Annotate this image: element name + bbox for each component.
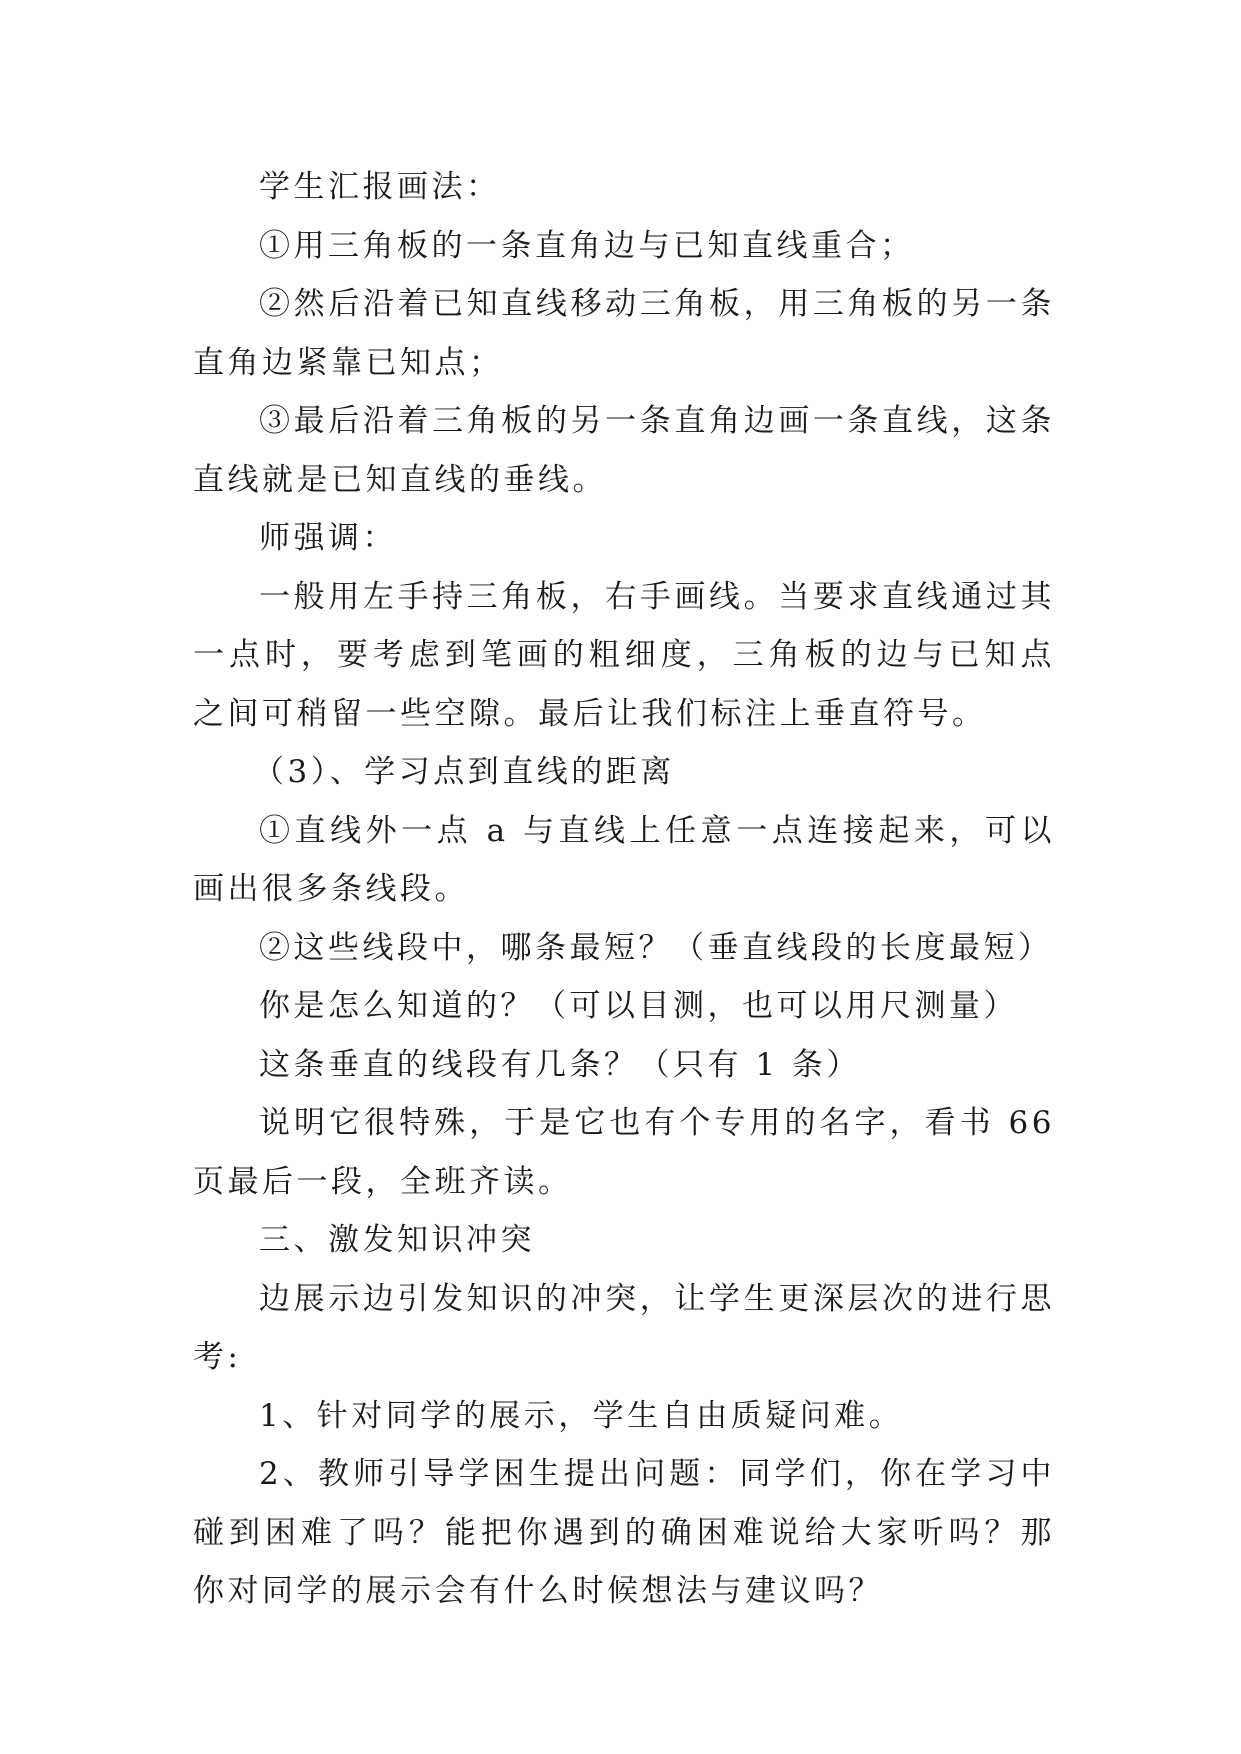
paragraph-conflict-intro: 边展示边引发知识的冲突，让学生更深层次的进行思考: (193, 1280, 1055, 1375)
section-heading-conflict: 三、激发知识冲突 (259, 1222, 535, 1258)
paragraph-distance-1: ①直线外一点 a 与直线上任意一点连接起来，可以画出很多条线段。 (193, 812, 1055, 907)
paragraph-explanation: 说明它很特殊，于是它也有个专用的名字，看书 66 页最后一段，全班齐读。 (193, 1105, 1055, 1200)
section-heading-distance: （3）、学习点到直线的距离 (253, 754, 675, 790)
paragraph-question-how: 你是怎么知道的？（可以目测，也可以用尺测量） (259, 988, 1018, 1024)
paragraph-step-3: ③最后沿着三角板的另一条直角边画一条直线，这条直线就是已知直线的垂线。 (193, 403, 1055, 498)
paragraph-step-2: ②然后沿着已知直线移动三角板，用三角板的另一条直角边紧靠已知点； (193, 286, 1055, 381)
paragraph-conflict-1: 1、针对同学的展示，学生自由质疑问难。 (259, 1397, 904, 1434)
paragraph-conflict-2: 2、教师引导学困生提出问题：同学们，你在学习中碰到困难了吗？能把你遇到的确困难说给大家听吗？那你对同学的展示会有什么时候想法与建议吗？ (193, 1456, 1055, 1609)
paragraph-teacher-emphasis: 师强调： (259, 520, 397, 556)
document-page (193, 158, 1055, 1621)
paragraph-emphasis-body: 一般用左手持三角板，右手画线。当要求直线通过其一点时，要考虑到笔画的粗细度，三角板的边与已知点之间可稍留一些空隙。最后让我们标注上垂直符号。 (193, 578, 1055, 732)
paragraph-distance-2: ②这些线段中，哪条最短？（垂直线段的长度最短） (259, 929, 1053, 966)
paragraph-student-report: 学生汇报画法： (259, 169, 501, 205)
paragraph-step-1: ①用三角板的一条直角边与已知直线重合； (259, 227, 915, 264)
paragraph-question-count: 这条垂直的线段有几条？（只有 1 条） (259, 1046, 861, 1083)
